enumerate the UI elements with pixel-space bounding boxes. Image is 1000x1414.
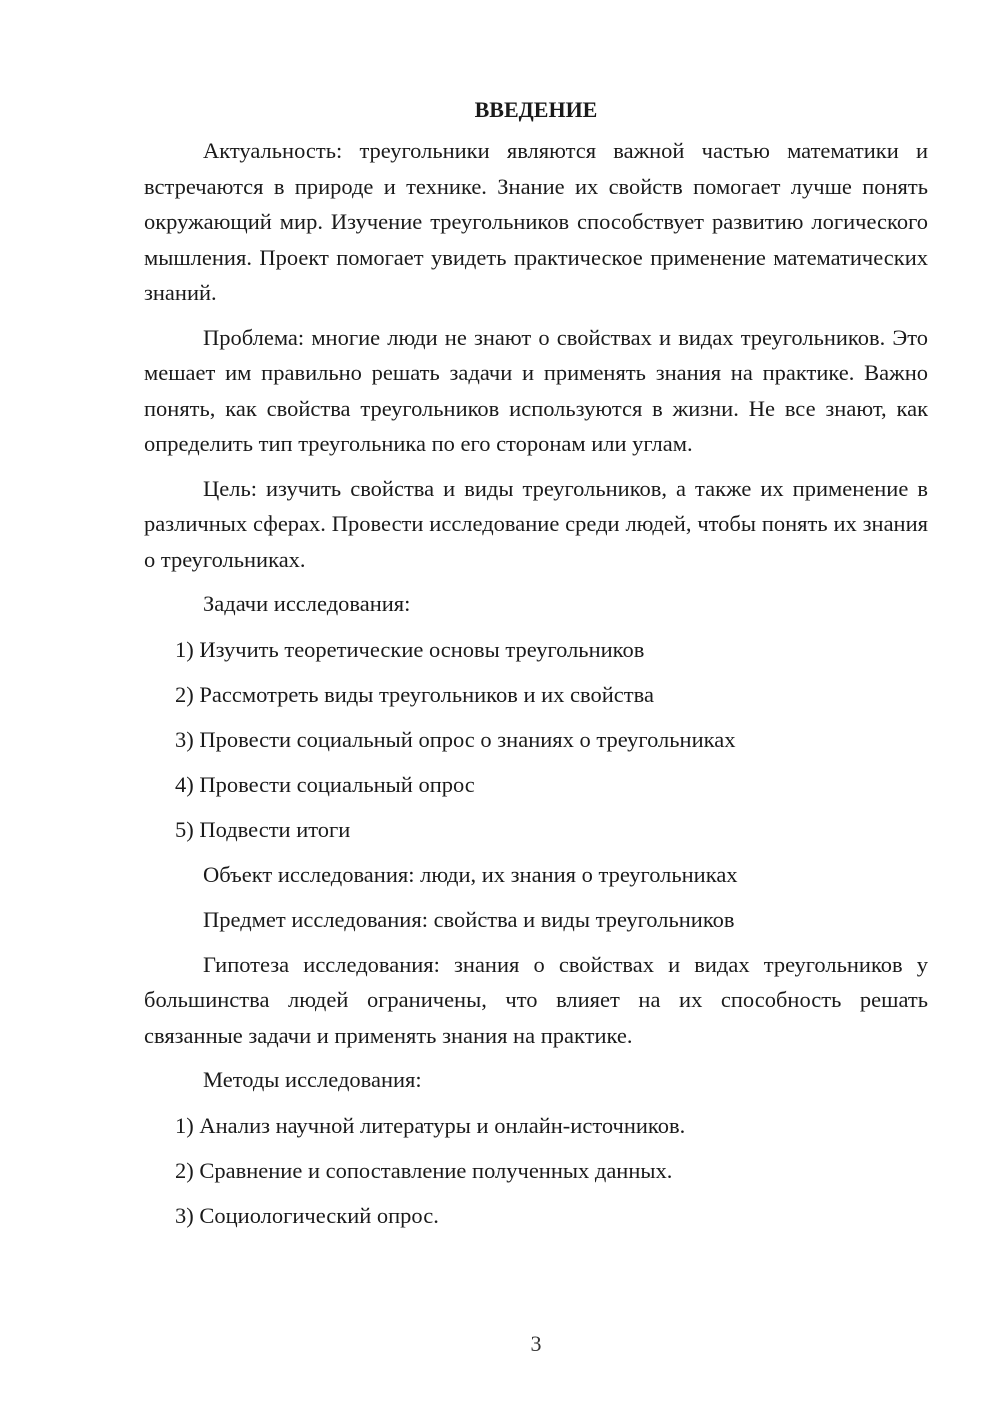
methods-list [144, 1108, 928, 1234]
object-line: Объект исследования: люди, их знания о треугольниках [203, 861, 738, 887]
relevance-paragraph: Актуальность: треугольники являются важной частью математики и встречаются в природе и технике. Знание их свойств помогает лучше понять окружающий мир. Изучение треугольников способствует развитию логического мышления. Проект помогает увидеть практическое применение математических знаний. [144, 138, 928, 305]
list-item: 3) Социологический опрос. [175, 1202, 439, 1228]
list-item: 1) Анализ научной литературы и онлайн-источников. [175, 1112, 686, 1138]
page-number: 3 [530, 1331, 542, 1356]
page-title: ВВЕДЕНИЕ [474, 97, 598, 122]
hypothesis-paragraph: Гипотеза исследования: знания о свойствах и видах треугольников у большинства людей ограничены, что влияет на их способность решать связанные задачи и применять знания на практике. [144, 951, 928, 1048]
tasks-label: Задачи исследования: [203, 591, 411, 616]
list-item: 1) Изучить теоретические основы треугольников [175, 636, 645, 662]
list-item: 2) Сравнение и сопоставление полученных данных. [175, 1157, 673, 1183]
list-item: 4) Провести социальный опрос [175, 771, 475, 797]
tasks-list [144, 632, 928, 848]
list-item: 3) Провести социальный опрос о знаниях о треугольниках [175, 726, 736, 752]
goal-paragraph: Цель: изучить свойства и виды треугольников, а также их применение в различных сферах. Провести исследование среди людей, чтобы понять их знания о треугольниках. [144, 475, 928, 572]
methods-label: Методы исследования: [203, 1067, 422, 1092]
page-content [144, 92, 928, 1243]
list-item: 2) Рассмотреть виды треугольников и их свойства [175, 681, 654, 707]
subject-line: Предмет исследования: свойства и виды треугольников [203, 906, 735, 932]
list-item: 5) Подвести итоги [175, 816, 351, 842]
problem-paragraph: Проблема: многие люди не знают о свойствах и видах треугольников. Это мешает им правильно решать задачи и применять знания на практике. Важно понять, как свойства треугольников используются в жизни. Не все знают, как определить тип треугольника по его сторонам или углам. [144, 324, 928, 456]
